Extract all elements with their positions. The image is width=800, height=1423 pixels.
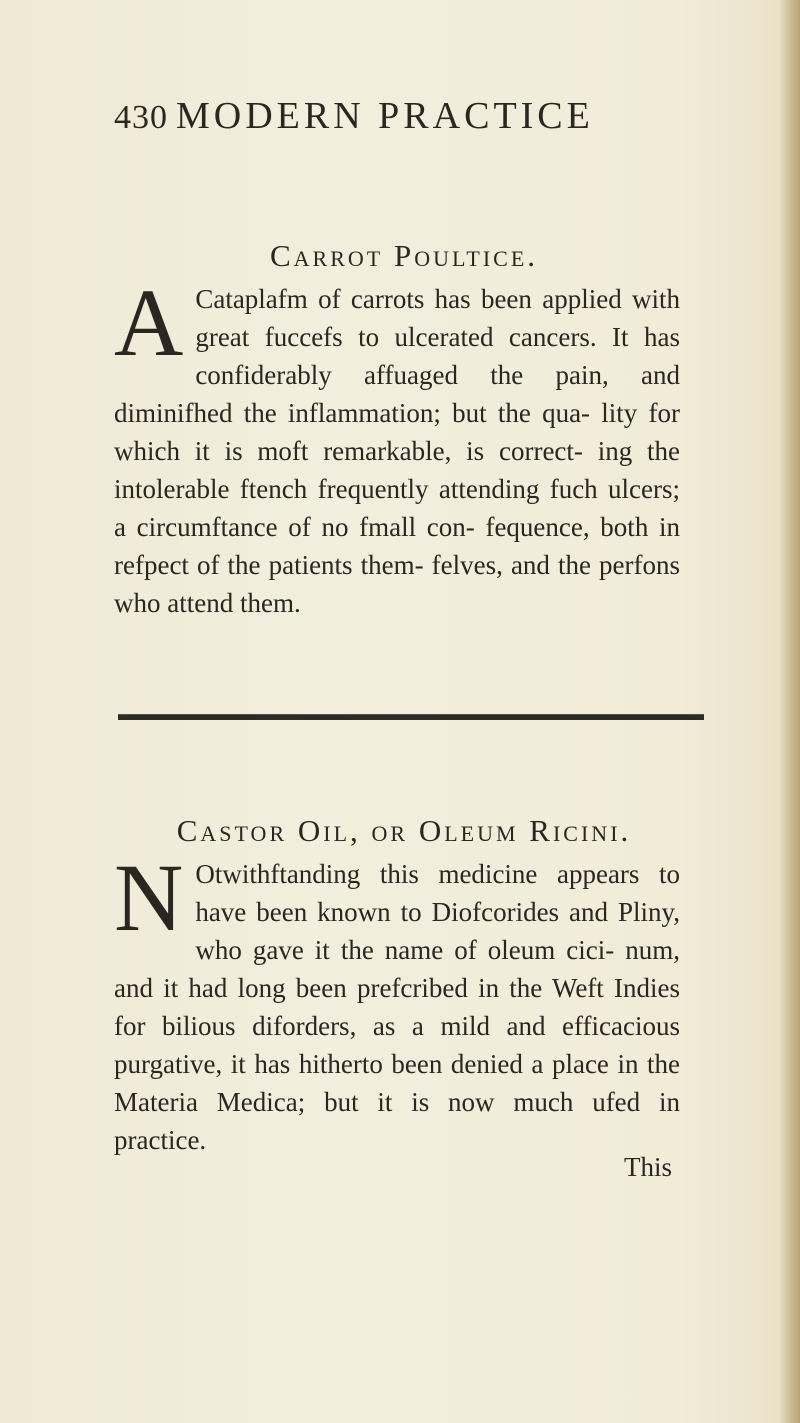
paragraph — [114, 269, 680, 622]
page-number: 430 — [114, 99, 168, 136]
running-title: MODERN PRACTICE — [176, 95, 594, 137]
drop-cap: A — [114, 269, 184, 376]
paragraph-text: Otwithftanding this medicine appears to have been known to Diofcorides and Pliny, who gave it the name of oleum cici- num, and it had long been prefcribed in the Weft Indies for bilious diforders, as a mild and efficacious purgative, it has hitherto been denied a place in the Materia Medica; but it is now much ufed in practice. — [114, 859, 680, 1155]
section-heading-castor-oil: Castor Oil, or Oleum Ricini. — [176, 813, 632, 848]
page-edge — [780, 0, 800, 1423]
paragraph — [114, 844, 680, 1159]
section-carrot-poultice — [114, 269, 680, 622]
drop-cap: N — [114, 844, 184, 951]
catchword: This — [624, 1152, 673, 1182]
running-head — [114, 94, 674, 138]
section-castor-oil — [114, 844, 680, 1159]
section-heading-carrot-poultice: Carrot Poultice. — [269, 238, 539, 273]
section-divider-rule — [118, 714, 704, 720]
paragraph-text: Cataplafm of carrots has been applied with great fuccefs to ulcerated cancers. It has confiderably affuaged the pain, and diminifhed the inflammation; but the qua- lity for which it is moft remarkable, is correct- ing the intolerable ftench frequently attending fuch ulcers; a circumftance of no fmall con- fequence, both in refpect of the patients them- felves, and the perfons who attend them. — [114, 284, 680, 618]
